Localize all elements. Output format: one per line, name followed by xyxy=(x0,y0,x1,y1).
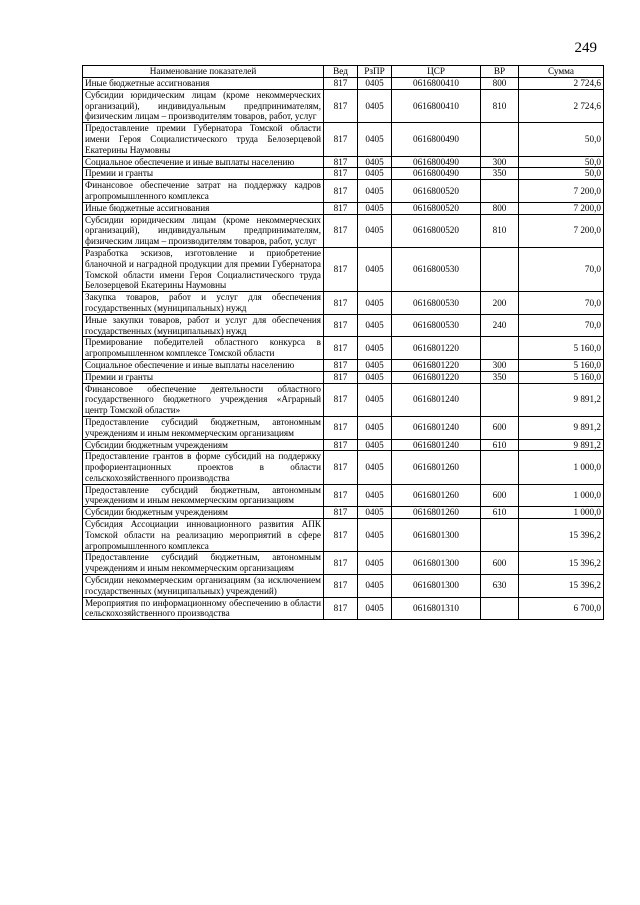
header-rzpr: РзПР xyxy=(358,66,392,78)
row-name: Премии и гранты xyxy=(83,168,324,180)
row-vr: 350 xyxy=(481,371,519,383)
table-header-row xyxy=(83,66,604,78)
row-name: Мероприятия по информационному обеспечению в области сельскохозяйственного производства xyxy=(83,597,324,620)
row-rzpr: 0405 xyxy=(358,78,392,90)
row-rzpr: 0405 xyxy=(358,247,392,291)
row-ved: 817 xyxy=(324,552,358,575)
row-sum: 15 396,2 xyxy=(519,552,604,575)
row-name: Социальное обеспечение и иные выплаты населению xyxy=(83,359,324,371)
row-ved: 817 xyxy=(324,314,358,337)
row-vr: 200 xyxy=(481,292,519,315)
row-vr: 300 xyxy=(481,156,519,168)
row-rzpr: 0405 xyxy=(358,439,392,451)
row-csr: 0616801260 xyxy=(392,451,481,484)
row-vr: 630 xyxy=(481,575,519,598)
table-row xyxy=(83,214,604,247)
row-sum: 2 724,6 xyxy=(519,78,604,90)
row-vr: 800 xyxy=(481,202,519,214)
table-row xyxy=(83,180,604,203)
row-vr: 810 xyxy=(481,89,519,122)
table-row xyxy=(83,519,604,552)
row-vr: 600 xyxy=(481,552,519,575)
header-name: Наименование показателей xyxy=(83,66,324,78)
row-name: Предоставление грантов в форме субсидий на поддержку профориентационных проектов в области сельскохозяйственного производства xyxy=(83,451,324,484)
row-csr: 0616801240 xyxy=(392,416,481,439)
row-sum: 6 700,0 xyxy=(519,597,604,620)
row-name: Субсидии юридическим лицам (кроме некоммерческих организаций), индивидуальным предпринимателям, физическим лицам – производителям товаров, работ, услуг xyxy=(83,89,324,122)
table-row xyxy=(83,156,604,168)
row-rzpr: 0405 xyxy=(358,180,392,203)
row-ved: 817 xyxy=(324,484,358,507)
row-csr: 0616801240 xyxy=(392,439,481,451)
row-sum: 7 200,0 xyxy=(519,180,604,203)
row-ved: 817 xyxy=(324,507,358,519)
row-ved: 817 xyxy=(324,156,358,168)
row-vr: 300 xyxy=(481,359,519,371)
row-name: Предоставление субсидий бюджетным, автономным учреждениям и иным некоммерческим организациям xyxy=(83,484,324,507)
table-body xyxy=(83,78,604,620)
row-rzpr: 0405 xyxy=(358,156,392,168)
row-vr xyxy=(481,180,519,203)
row-vr: 610 xyxy=(481,439,519,451)
row-sum: 5 160,0 xyxy=(519,337,604,360)
row-csr: 0616801220 xyxy=(392,337,481,360)
row-name: Иные бюджетные ассигнования xyxy=(83,202,324,214)
budget-table xyxy=(82,65,604,620)
row-ved: 817 xyxy=(324,202,358,214)
row-rzpr: 0405 xyxy=(358,168,392,180)
row-sum: 7 200,0 xyxy=(519,202,604,214)
row-name: Иные закупки товаров, работ и услуг для обеспечения государственных (муниципальных) нужд xyxy=(83,314,324,337)
row-ved: 817 xyxy=(324,383,358,416)
table-row xyxy=(83,168,604,180)
row-ved: 817 xyxy=(324,439,358,451)
row-vr: 350 xyxy=(481,168,519,180)
row-sum: 2 724,6 xyxy=(519,89,604,122)
row-vr: 810 xyxy=(481,214,519,247)
header-sum: Сумма xyxy=(519,66,604,78)
header-vr: ВР xyxy=(481,66,519,78)
row-sum: 50,0 xyxy=(519,123,604,156)
row-ved: 817 xyxy=(324,359,358,371)
row-vr xyxy=(481,597,519,620)
row-name: Разработка эскизов, изготовление и приобретение бланочной и наградной продукции для премии Губернатора Томской области имени Героя Социалистического труда Белозерцевой Екатерины Наумовны xyxy=(83,247,324,291)
row-sum: 9 891,2 xyxy=(519,383,604,416)
table-row xyxy=(83,247,604,291)
row-sum: 70,0 xyxy=(519,247,604,291)
row-sum: 5 160,0 xyxy=(519,371,604,383)
row-csr: 0616801220 xyxy=(392,371,481,383)
row-sum: 5 160,0 xyxy=(519,359,604,371)
row-rzpr: 0405 xyxy=(358,337,392,360)
row-sum: 15 396,2 xyxy=(519,575,604,598)
row-rzpr: 0405 xyxy=(358,292,392,315)
table-row xyxy=(83,359,604,371)
row-rzpr: 0405 xyxy=(358,371,392,383)
table-row xyxy=(83,89,604,122)
row-vr: 240 xyxy=(481,314,519,337)
row-name: Субсидии бюджетным учреждениям xyxy=(83,507,324,519)
row-sum: 70,0 xyxy=(519,314,604,337)
row-sum: 50,0 xyxy=(519,156,604,168)
row-ved: 817 xyxy=(324,519,358,552)
row-ved: 817 xyxy=(324,597,358,620)
table-row xyxy=(83,123,604,156)
row-sum: 70,0 xyxy=(519,292,604,315)
row-rzpr: 0405 xyxy=(358,89,392,122)
row-rzpr: 0405 xyxy=(358,416,392,439)
row-name: Предоставление субсидий бюджетным, автономным учреждениям и иным некоммерческим организациям xyxy=(83,552,324,575)
row-csr: 0616801240 xyxy=(392,383,481,416)
row-csr: 0616800410 xyxy=(392,89,481,122)
row-csr: 0616801300 xyxy=(392,519,481,552)
row-vr: 600 xyxy=(481,416,519,439)
row-sum: 1 000,0 xyxy=(519,484,604,507)
table-row xyxy=(83,202,604,214)
table-row xyxy=(83,507,604,519)
row-rzpr: 0405 xyxy=(358,575,392,598)
row-ved: 817 xyxy=(324,168,358,180)
table-row xyxy=(83,78,604,90)
row-name: Закупка товаров, работ и услуг для обеспечения государственных (муниципальных) нужд xyxy=(83,292,324,315)
row-name: Финансовое обеспечение деятельности областного государственного бюджетного учреждения «Аграрный центр Томской области» xyxy=(83,383,324,416)
row-name: Премии и гранты xyxy=(83,371,324,383)
row-ved: 817 xyxy=(324,180,358,203)
row-sum: 1 000,0 xyxy=(519,451,604,484)
row-vr xyxy=(481,383,519,416)
row-vr: 800 xyxy=(481,78,519,90)
row-ved: 817 xyxy=(324,292,358,315)
row-vr: 600 xyxy=(481,484,519,507)
row-rzpr: 0405 xyxy=(358,214,392,247)
table-row xyxy=(83,439,604,451)
page-number: 249 xyxy=(574,40,597,56)
row-ved: 817 xyxy=(324,123,358,156)
row-rzpr: 0405 xyxy=(358,597,392,620)
row-rzpr: 0405 xyxy=(358,359,392,371)
table-row xyxy=(83,314,604,337)
row-vr xyxy=(481,337,519,360)
table-row xyxy=(83,484,604,507)
row-name: Предоставление премии Губернатора Томской области имени Героя Социалистического труда Белозерцевой Екатерины Наумовны xyxy=(83,123,324,156)
row-sum: 9 891,2 xyxy=(519,439,604,451)
row-csr: 0616801310 xyxy=(392,597,481,620)
row-ved: 817 xyxy=(324,247,358,291)
row-rzpr: 0405 xyxy=(358,451,392,484)
row-ved: 817 xyxy=(324,416,358,439)
row-name: Субсидия Ассоциации инновационного развития АПК Томской области на реализацию мероприятий в сфере агропромышленного комплекса xyxy=(83,519,324,552)
row-name: Субсидии бюджетным учреждениям xyxy=(83,439,324,451)
row-vr: 610 xyxy=(481,507,519,519)
row-ved: 817 xyxy=(324,575,358,598)
row-name: Предоставление субсидий бюджетным, автономным учреждениям и иным некоммерческим организациям xyxy=(83,416,324,439)
row-csr: 0616800520 xyxy=(392,202,481,214)
row-ved: 817 xyxy=(324,371,358,383)
row-ved: 817 xyxy=(324,78,358,90)
row-csr: 0616801260 xyxy=(392,507,481,519)
row-ved: 817 xyxy=(324,337,358,360)
row-rzpr: 0405 xyxy=(358,484,392,507)
row-sum: 9 891,2 xyxy=(519,416,604,439)
table-row xyxy=(83,371,604,383)
row-sum: 15 396,2 xyxy=(519,519,604,552)
row-vr xyxy=(481,519,519,552)
row-vr xyxy=(481,247,519,291)
row-name: Финансовое обеспечение затрат на поддержку кадров агропромышленного комплекса xyxy=(83,180,324,203)
row-vr xyxy=(481,451,519,484)
row-ved: 817 xyxy=(324,451,358,484)
row-sum: 7 200,0 xyxy=(519,214,604,247)
table-row xyxy=(83,416,604,439)
table-row xyxy=(83,552,604,575)
row-name: Премирование победителей областного конкурса в агропромышленном комплексе Томской области xyxy=(83,337,324,360)
row-rzpr: 0405 xyxy=(358,202,392,214)
row-csr: 0616800520 xyxy=(392,214,481,247)
row-csr: 0616801300 xyxy=(392,552,481,575)
row-csr: 0616801260 xyxy=(392,484,481,507)
row-sum: 50,0 xyxy=(519,168,604,180)
row-ved: 817 xyxy=(324,89,358,122)
row-ved: 817 xyxy=(324,214,358,247)
row-rzpr: 0405 xyxy=(358,383,392,416)
row-csr: 0616800410 xyxy=(392,78,481,90)
table-row xyxy=(83,597,604,620)
table-row xyxy=(83,451,604,484)
row-vr xyxy=(481,123,519,156)
row-csr: 0616800520 xyxy=(392,180,481,203)
row-rzpr: 0405 xyxy=(358,519,392,552)
row-rzpr: 0405 xyxy=(358,507,392,519)
row-csr: 0616800530 xyxy=(392,292,481,315)
row-csr: 0616801220 xyxy=(392,359,481,371)
row-name: Субсидии некоммерческим организациям (за исключением государственных (муниципальных) учреждений) xyxy=(83,575,324,598)
table-row xyxy=(83,383,604,416)
row-csr: 0616800490 xyxy=(392,156,481,168)
table-row xyxy=(83,337,604,360)
header-ved: Вед xyxy=(324,66,358,78)
row-csr: 0616800530 xyxy=(392,247,481,291)
row-csr: 0616800490 xyxy=(392,123,481,156)
row-csr: 0616800490 xyxy=(392,168,481,180)
row-name: Социальное обеспечение и иные выплаты населению xyxy=(83,156,324,168)
row-rzpr: 0405 xyxy=(358,314,392,337)
row-rzpr: 0405 xyxy=(358,123,392,156)
header-csr: ЦСР xyxy=(392,66,481,78)
row-rzpr: 0405 xyxy=(358,552,392,575)
row-sum: 1 000,0 xyxy=(519,507,604,519)
table-row xyxy=(83,292,604,315)
row-csr: 0616801300 xyxy=(392,575,481,598)
row-name: Субсидии юридическим лицам (кроме некоммерческих организаций), индивидуальным предпринимателям, физическим лицам – производителям товаров, работ, услуг xyxy=(83,214,324,247)
row-csr: 0616800530 xyxy=(392,314,481,337)
row-name: Иные бюджетные ассигнования xyxy=(83,78,324,90)
table-row xyxy=(83,575,604,598)
